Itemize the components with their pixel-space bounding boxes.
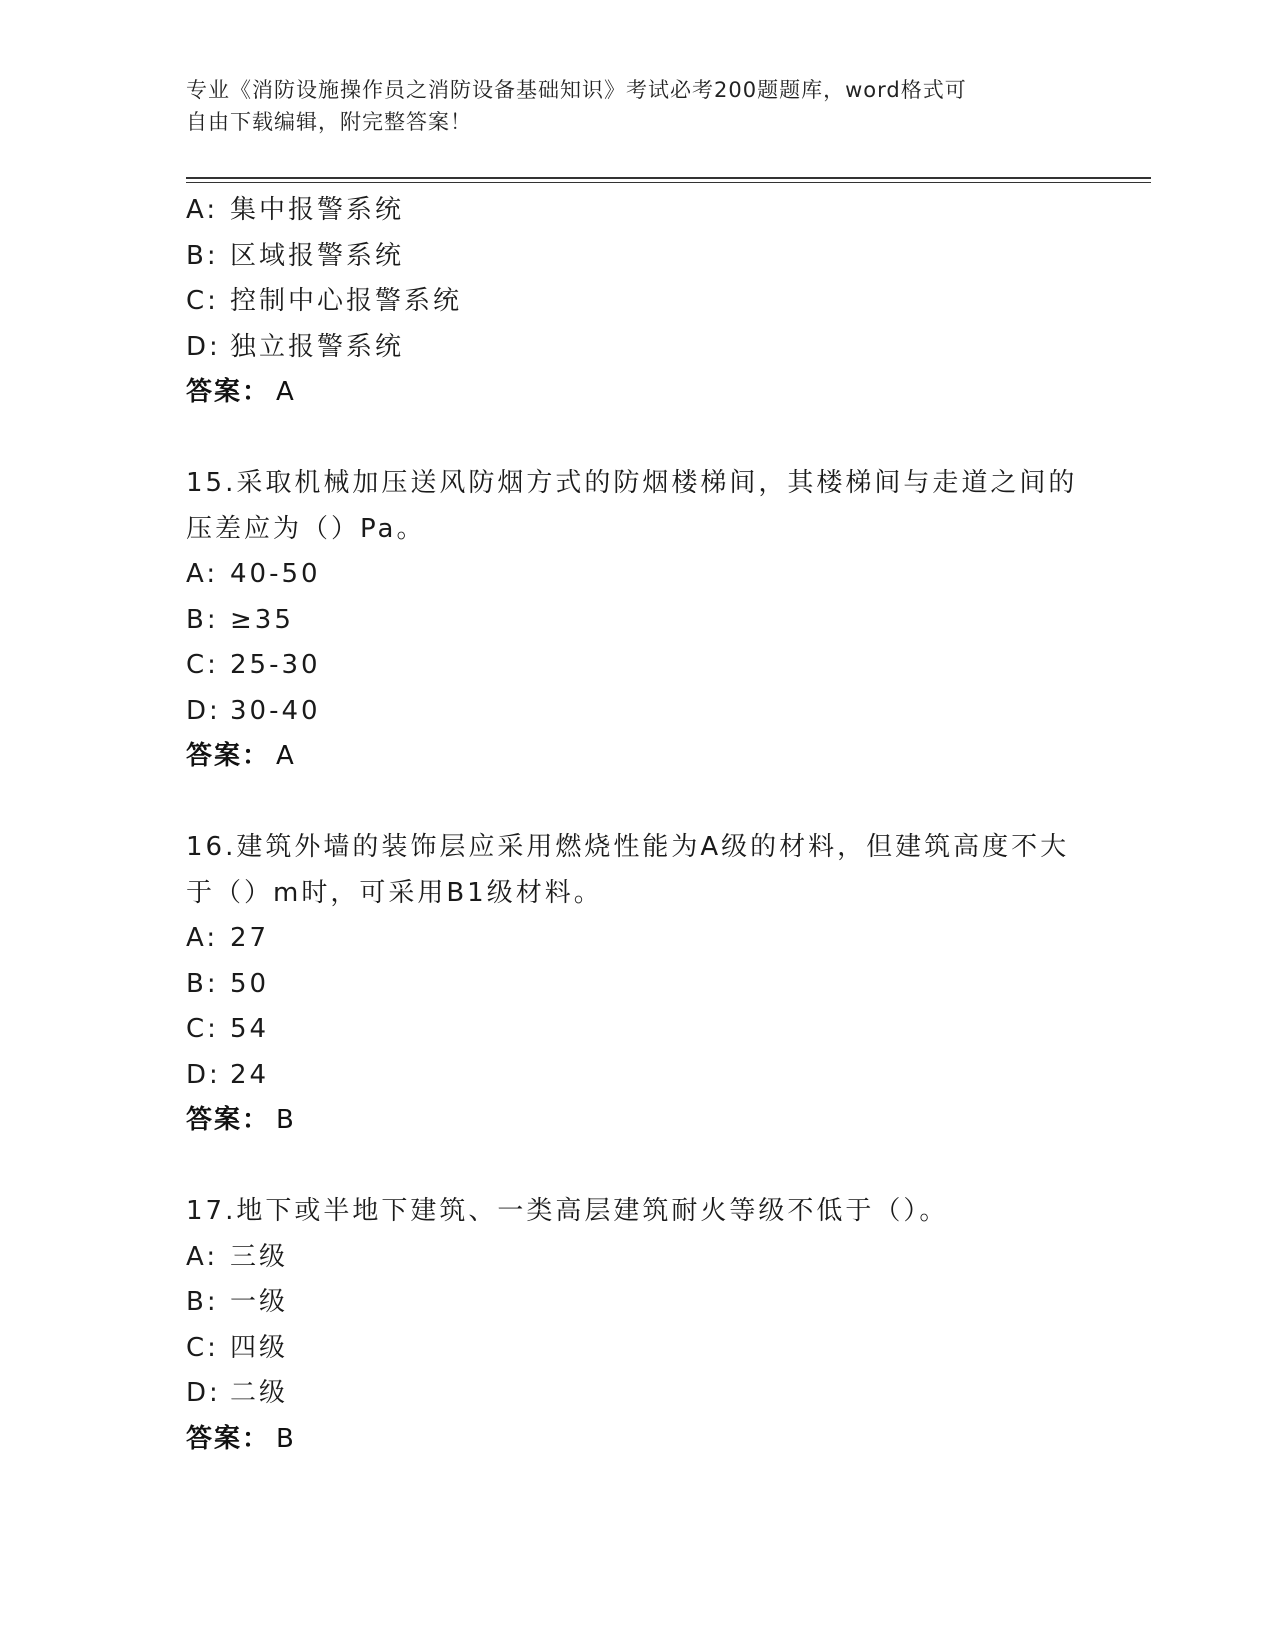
option-c (186, 643, 1151, 689)
answer-value: B (276, 1423, 294, 1454)
option-letter: A: (186, 923, 219, 953)
option-d (186, 1371, 1151, 1417)
header-line-1: 专业《消防设施操作员之消防设备基础知识》考试必考200题题库，word格式可 (186, 78, 967, 102)
option-text: 四级 (230, 1332, 289, 1363)
option-b (186, 598, 1151, 644)
option-a (186, 916, 1151, 962)
option-a (186, 552, 1151, 598)
question-text: 17.地下或半地下建筑、一类高层建筑耐火等级不低于（）。 (186, 1196, 949, 1226)
answer-value: B (276, 1105, 294, 1135)
answer-label: 答案： (186, 377, 271, 407)
option-c (186, 1007, 1151, 1053)
answer-line (186, 734, 1151, 780)
option-c (186, 279, 1151, 325)
option-b (186, 962, 1151, 1008)
option-letter: C: (186, 1014, 219, 1044)
option-letter: D: (186, 695, 221, 726)
option-text: 30-40 (230, 695, 321, 726)
option-letter: D: (186, 1378, 221, 1408)
option-letter: A: (186, 1241, 219, 1272)
header-divider-thin (186, 182, 1151, 183)
option-letter: D: (186, 1059, 221, 1090)
option-a (186, 188, 1151, 234)
question-text: 16.建筑外墙的装饰层应采用燃烧性能为A级的材料，但建筑高度不大 (186, 832, 1070, 862)
spacer (186, 1144, 1151, 1190)
option-text: 24 (230, 1059, 270, 1090)
answer-label: 答案： (186, 741, 271, 771)
option-text: 一级 (230, 1287, 289, 1317)
option-b (186, 234, 1151, 280)
option-text: 40-50 (230, 559, 321, 589)
header-divider-thick (186, 177, 1151, 179)
header-line-2: 自由下载编辑，附完整答案！ (186, 110, 472, 134)
question-list (186, 188, 1151, 1462)
option-a (186, 1235, 1151, 1281)
answer-line (186, 370, 1151, 416)
option-text: 集中报警系统 (230, 195, 405, 225)
option-text: 50 (230, 968, 270, 999)
option-text: ≥35 (230, 604, 294, 635)
option-letter: B: (186, 1287, 219, 1317)
option-text: 区域报警系统 (230, 240, 405, 271)
answer-line (186, 1417, 1151, 1463)
spacer (186, 416, 1151, 462)
question-17-block (186, 1189, 1151, 1462)
option-text: 独立报警系统 (230, 331, 405, 362)
option-letter: C: (186, 650, 219, 680)
option-letter: C: (186, 1332, 219, 1363)
document-header (186, 74, 1066, 138)
option-d (186, 325, 1151, 371)
option-d (186, 1053, 1151, 1099)
option-letter: C: (186, 286, 219, 316)
answer-label: 答案： (186, 1423, 271, 1454)
option-text: 25-30 (230, 650, 321, 680)
option-text: 三级 (230, 1241, 289, 1272)
option-c (186, 1326, 1151, 1372)
question-text-continued: 于（）m时，可采用B1级材料。 (186, 877, 603, 908)
option-b (186, 1280, 1151, 1326)
option-letter: A: (186, 195, 219, 225)
option-text: 控制中心报警系统 (230, 286, 463, 316)
question-text-continued: 压差应为（）Pa。 (186, 513, 426, 544)
option-letter: A: (186, 559, 219, 589)
question-14-block (186, 188, 1151, 416)
option-letter: B: (186, 604, 219, 635)
option-text: 二级 (230, 1378, 289, 1408)
spacer (186, 780, 1151, 826)
answer-value: A (276, 741, 294, 771)
option-letter: B: (186, 240, 219, 271)
option-letter: B: (186, 968, 219, 999)
option-d (186, 689, 1151, 735)
option-text: 27 (230, 923, 270, 953)
option-letter: D: (186, 331, 221, 362)
question-text: 15.采取机械加压送风防烟方式的防烟楼梯间，其楼梯间与走道之间的 (186, 468, 1078, 498)
question-15-block (186, 461, 1151, 780)
question-16-block (186, 825, 1151, 1144)
option-text: 54 (230, 1014, 270, 1044)
answer-value: A (276, 377, 294, 407)
answer-label: 答案： (186, 1105, 271, 1135)
answer-line (186, 1098, 1151, 1144)
